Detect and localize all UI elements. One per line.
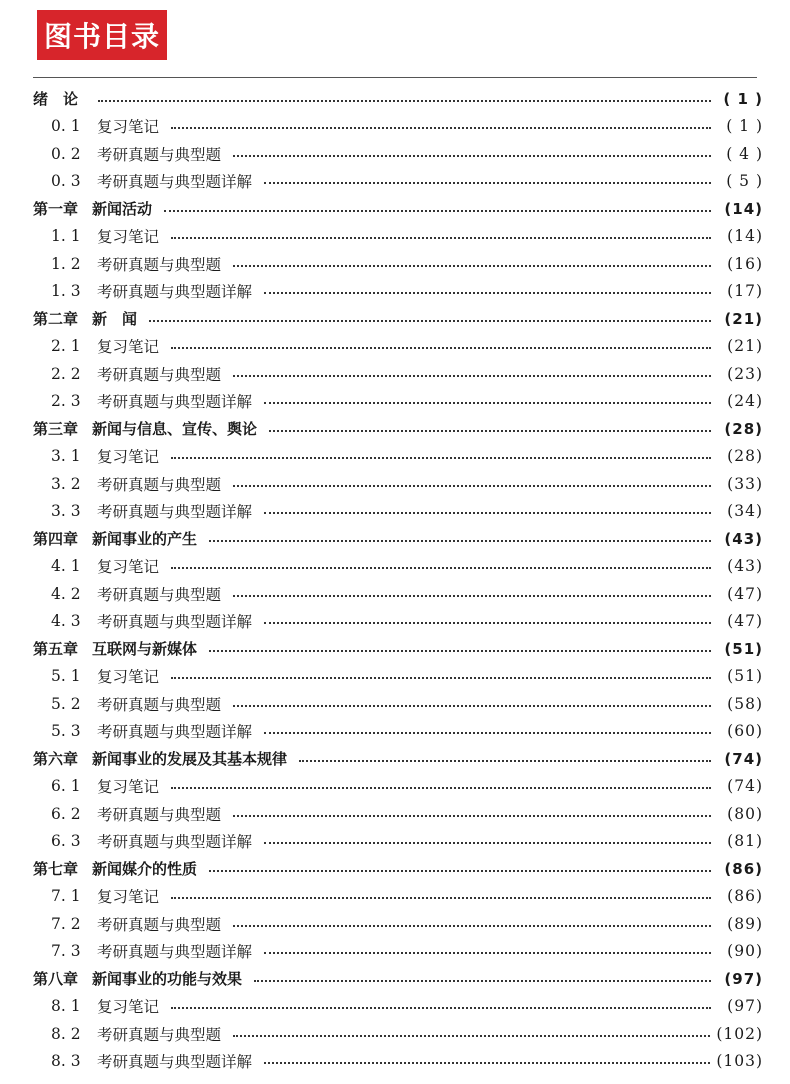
toc-entry-title: 考研真题与典型题详解 (97, 393, 253, 412)
dot-leader (171, 567, 711, 569)
toc-entry-title: 复习笔记 (97, 118, 160, 137)
dot-leader (209, 540, 711, 542)
toc-section-row[interactable] (33, 773, 763, 801)
toc-section-row[interactable] (33, 608, 763, 636)
toc-page-number: (14) (724, 199, 763, 218)
dot-leader (269, 430, 711, 432)
toc-page-number: (16) (727, 254, 763, 273)
toc-entry-number: 6. 1 (51, 777, 81, 796)
toc-entry-number: 1. 1 (51, 227, 81, 246)
dot-leader (209, 650, 711, 652)
toc-entry-title: 互联网与新媒体 (92, 640, 198, 659)
toc-page-number: (14) (727, 227, 763, 246)
toc-title-badge: 图书目录 (37, 10, 167, 60)
toc-entry-number: 0. 1 (51, 117, 81, 136)
toc-chapter-row[interactable] (33, 195, 763, 223)
toc-page-number: (97) (724, 969, 763, 988)
toc-section-row[interactable] (33, 993, 763, 1021)
dot-leader (171, 127, 711, 129)
toc-entry-number: 第三章 (33, 420, 79, 439)
toc-entry-number: 6. 2 (51, 804, 81, 823)
dot-leader (233, 815, 711, 817)
toc-entry-number: 4. 3 (51, 612, 81, 631)
toc-entry-title: 新闻事业的产生 (92, 530, 198, 549)
toc-chapter-row[interactable] (33, 415, 763, 443)
table-of-contents (33, 85, 763, 1075)
toc-chapter-row[interactable] (33, 965, 763, 993)
toc-entry-title: 考研真题与典型题 (97, 365, 222, 384)
toc-entry-title: 考研真题与典型题 (97, 1025, 222, 1044)
toc-entry-title: 考研真题与典型题 (97, 695, 222, 714)
toc-section-row[interactable] (33, 470, 763, 498)
toc-entry-number: 7. 1 (51, 887, 81, 906)
toc-page-number: ( 1 ) (723, 89, 763, 108)
toc-entry-title: 考研真题与典型题详解 (97, 943, 253, 962)
dot-leader (299, 760, 711, 762)
toc-section-row[interactable] (33, 663, 763, 691)
dot-leader (264, 292, 711, 294)
toc-entry-number: 第五章 (33, 640, 79, 659)
dot-leader (264, 182, 711, 184)
dot-leader (209, 870, 711, 872)
toc-section-row[interactable] (33, 333, 763, 361)
dot-leader (264, 952, 711, 954)
toc-chapter-row[interactable] (33, 305, 763, 333)
toc-entry-title: 复习笔记 (97, 998, 160, 1017)
toc-page-number: (47) (727, 584, 763, 603)
toc-page-number: (47) (727, 612, 763, 631)
toc-entry-number: 3. 2 (51, 474, 81, 493)
toc-page-number: (89) (727, 914, 763, 933)
toc-page-number: (80) (727, 804, 763, 823)
toc-page-number: (81) (727, 832, 763, 851)
toc-entry-number: 2. 1 (51, 337, 81, 356)
toc-entry-title: 复习笔记 (97, 448, 160, 467)
toc-entry-title: 新闻事业的功能与效果 (92, 970, 243, 989)
toc-section-row[interactable] (33, 690, 763, 718)
toc-page-number: (102) (716, 1024, 763, 1043)
dot-leader (171, 897, 711, 899)
toc-section-row[interactable] (33, 250, 763, 278)
toc-entry-number: 2. 2 (51, 364, 81, 383)
toc-section-row[interactable] (33, 443, 763, 471)
toc-section-row[interactable] (33, 1048, 763, 1076)
dot-leader (233, 265, 711, 267)
toc-entry-number: 3. 3 (51, 502, 81, 521)
toc-page-number: (28) (724, 419, 763, 438)
toc-entry-number: 第二章 (33, 310, 79, 329)
toc-section-row[interactable] (33, 910, 763, 938)
dot-leader (171, 787, 711, 789)
toc-page-number: (86) (724, 859, 763, 878)
toc-chapter-row[interactable] (33, 525, 763, 553)
toc-section-row[interactable] (33, 360, 763, 388)
toc-page-number: (74) (724, 749, 763, 768)
dot-leader (264, 622, 711, 624)
toc-entry-number: 4. 2 (51, 584, 81, 603)
toc-entry-title: 考研真题与典型题 (97, 255, 222, 274)
toc-entry-number: 7. 3 (51, 942, 81, 961)
toc-entry-title: 新闻事业的发展及其基本规律 (92, 750, 288, 769)
toc-entry-number: 7. 2 (51, 914, 81, 933)
toc-entry-number: 6. 3 (51, 832, 81, 851)
toc-entry-number: 第七章 (33, 860, 79, 879)
dot-leader (233, 925, 711, 927)
toc-entry-title: 考研真题与典型题详解 (97, 173, 253, 192)
toc-entry-number: 绪 论 (33, 90, 79, 109)
toc-entry-title: 复习笔记 (97, 668, 160, 687)
toc-entry-title: 复习笔记 (97, 888, 160, 907)
dot-leader (264, 1062, 710, 1064)
header-divider (33, 77, 757, 78)
toc-page-number: (17) (727, 282, 763, 301)
toc-entry-title: 新闻与信息、宣传、舆论 (92, 420, 258, 439)
toc-page-number: ( 4 ) (726, 144, 763, 163)
toc-section-row[interactable] (33, 388, 763, 416)
toc-entry-title: 考研真题与典型题详解 (97, 723, 253, 742)
toc-section-row[interactable] (33, 800, 763, 828)
toc-section-row[interactable] (33, 828, 763, 856)
dot-leader (171, 1007, 711, 1009)
toc-page-number: (51) (724, 639, 763, 658)
dot-leader (233, 705, 711, 707)
toc-entry-title: 考研真题与典型题详解 (97, 503, 253, 522)
toc-entry-title: 考研真题与典型题详解 (97, 283, 253, 302)
toc-page-number: (23) (727, 364, 763, 383)
toc-section-row[interactable] (33, 113, 763, 141)
toc-page-number: (34) (727, 502, 763, 521)
dot-leader (233, 595, 711, 597)
toc-entry-title: 考研真题与典型题 (97, 805, 222, 824)
dot-leader (171, 237, 711, 239)
toc-page-number: (21) (727, 337, 763, 356)
toc-entry-number: 3. 1 (51, 447, 81, 466)
dot-leader (98, 100, 711, 102)
toc-section-row[interactable] (33, 580, 763, 608)
toc-entry-number: 8. 1 (51, 997, 81, 1016)
toc-entry-title: 考研真题与典型题 (97, 475, 222, 494)
dot-leader (264, 402, 711, 404)
toc-section-row[interactable] (33, 223, 763, 251)
toc-page-number: (97) (727, 997, 763, 1016)
toc-entry-number: 1. 2 (51, 254, 81, 273)
toc-entry-title: 考研真题与典型题详解 (97, 613, 253, 632)
dot-leader (264, 732, 711, 734)
dot-leader (171, 347, 711, 349)
toc-entry-title: 考研真题与典型题详解 (97, 833, 253, 852)
dot-leader (149, 320, 711, 322)
toc-page-number: (86) (727, 887, 763, 906)
toc-page-number: (33) (727, 474, 763, 493)
toc-entry-title: 复习笔记 (97, 558, 160, 577)
toc-page-number: (51) (727, 667, 763, 686)
toc-page-number: (74) (727, 777, 763, 796)
toc-entry-number: 第一章 (33, 200, 79, 219)
toc-page-number: (43) (724, 529, 763, 548)
toc-section-row[interactable] (33, 140, 763, 168)
toc-page-number: (24) (727, 392, 763, 411)
toc-entry-number: 8. 3 (51, 1052, 81, 1071)
toc-section-row[interactable] (33, 498, 763, 526)
dot-leader (233, 155, 711, 157)
toc-entry-number: 5. 1 (51, 667, 81, 686)
toc-section-row[interactable] (33, 553, 763, 581)
toc-entry-number: 1. 3 (51, 282, 81, 301)
toc-entry-title: 考研真题与典型题 (97, 145, 222, 164)
toc-entry-title: 复习笔记 (97, 778, 160, 797)
toc-section-row[interactable] (33, 883, 763, 911)
toc-section-row[interactable] (33, 278, 763, 306)
dot-leader (264, 842, 711, 844)
toc-entry-number: 4. 1 (51, 557, 81, 576)
dot-leader (233, 375, 711, 377)
toc-chapter-row[interactable] (33, 855, 763, 883)
toc-chapter-row[interactable] (33, 745, 763, 773)
toc-section-row[interactable] (33, 938, 763, 966)
dot-leader (233, 485, 711, 487)
toc-page-number: ( 5 ) (726, 172, 763, 191)
toc-chapter-row[interactable] (33, 635, 763, 663)
toc-entry-number: 0. 2 (51, 144, 81, 163)
dot-leader (264, 512, 711, 514)
dot-leader (254, 980, 711, 982)
toc-section-row[interactable] (33, 1020, 763, 1048)
toc-entry-title: 复习笔记 (97, 228, 160, 247)
dot-leader (233, 1035, 710, 1037)
toc-entry-title: 复习笔记 (97, 338, 160, 357)
toc-entry-title: 考研真题与典型题 (97, 915, 222, 934)
toc-entry-number: 第六章 (33, 750, 79, 769)
toc-entry-title: 考研真题与典型题 (97, 585, 222, 604)
toc-page-number: (90) (727, 942, 763, 961)
dot-leader (171, 457, 711, 459)
toc-entry-title: 考研真题与典型题详解 (97, 1053, 253, 1072)
toc-entry-number: 第八章 (33, 970, 79, 989)
toc-entry-number: 5. 3 (51, 722, 81, 741)
toc-entry-title: 新 闻 (92, 310, 138, 329)
toc-page-number: (28) (727, 447, 763, 466)
toc-chapter-row[interactable] (33, 85, 763, 113)
toc-page-number: ( 1 ) (726, 117, 763, 136)
toc-page-number: (103) (716, 1052, 763, 1071)
toc-entry-title: 新闻媒介的性质 (92, 860, 198, 879)
toc-entry-number: 5. 2 (51, 694, 81, 713)
toc-entry-number: 2. 3 (51, 392, 81, 411)
toc-page-number: (58) (727, 694, 763, 713)
toc-section-row[interactable] (33, 718, 763, 746)
toc-entry-number: 8. 2 (51, 1024, 81, 1043)
dot-leader (164, 210, 711, 212)
toc-page-number: (60) (727, 722, 763, 741)
toc-entry-title: 新闻活动 (92, 200, 153, 219)
toc-page-number: (21) (724, 309, 763, 328)
toc-section-row[interactable] (33, 168, 763, 196)
dot-leader (171, 677, 711, 679)
toc-entry-number: 第四章 (33, 530, 79, 549)
toc-page-number: (43) (727, 557, 763, 576)
toc-entry-number: 0. 3 (51, 172, 81, 191)
